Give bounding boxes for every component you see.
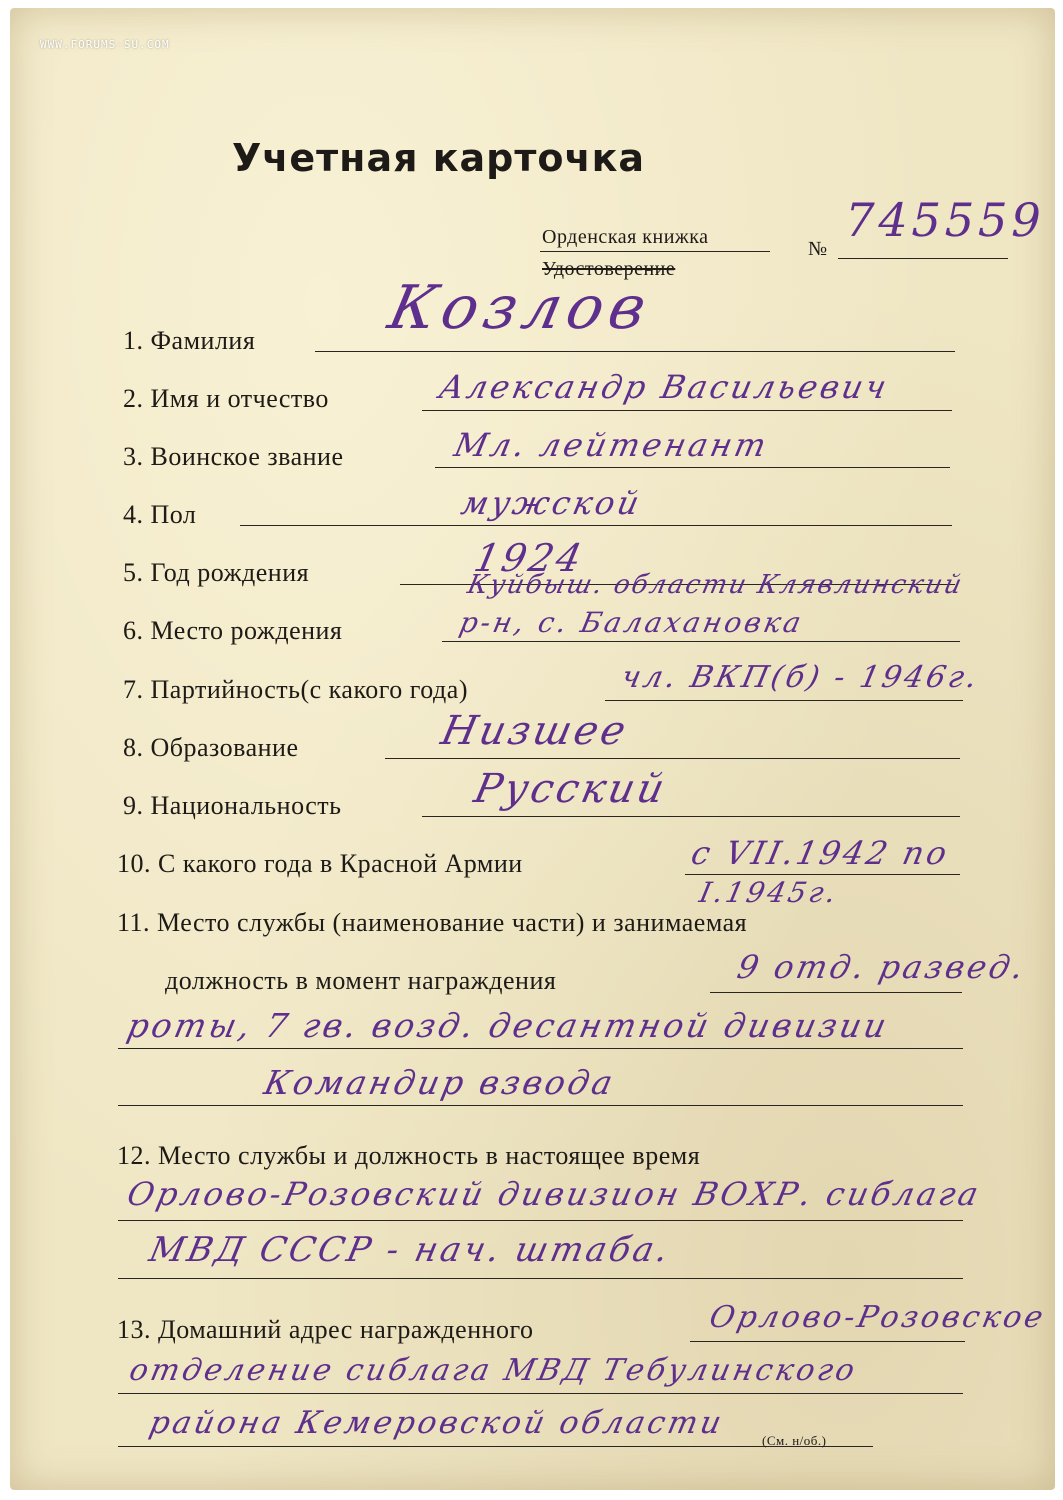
order-book-label: Орденская книжка — [542, 226, 709, 248]
field-value-address-2: отделение сиблага МВД Тебулинского — [126, 1353, 861, 1388]
field-line-party — [605, 700, 963, 701]
certificate-label: Удостоверение — [542, 258, 676, 280]
field-line-nationality — [422, 816, 960, 817]
field-value-service-role: Командир взвода — [260, 1063, 619, 1102]
field-value-service-unit: 9 отд. развед. — [733, 948, 1030, 986]
field-value-army-since-2: I.1945г. — [696, 876, 842, 909]
field-line-name — [422, 410, 952, 411]
field-line-address-2 — [118, 1393, 963, 1394]
field-label-service-place: 11. Место службы (наименование части) и занимаемая — [117, 908, 748, 937]
field-line-service-3 — [118, 1105, 963, 1106]
order-book-number: 745559 — [839, 193, 1051, 247]
field-value-surname: Козлов — [382, 273, 658, 343]
field-label-name: 2. Имя и отчество — [123, 384, 329, 413]
field-label-nationality: 9. Национальность — [123, 791, 342, 820]
field-value-current-service: Орлово-Розовский дивизион ВОХР. сиблага — [123, 1175, 985, 1213]
watermark: WWW.FORUMS-SU.COM — [40, 38, 170, 51]
field-line-current-2 — [118, 1278, 963, 1279]
field-label-birth-year: 5. Год рождения — [123, 558, 310, 587]
number-sign: № — [808, 238, 828, 260]
field-line-current-1 — [118, 1220, 963, 1221]
field-line-surname — [315, 351, 955, 352]
field-label-surname: 1. Фамилия — [123, 326, 256, 355]
field-line-birthplace — [442, 641, 960, 642]
number-line — [838, 258, 1008, 259]
field-value-name: Александр Васильевич — [435, 368, 893, 406]
field-label-current-service: 12. Место службы и должность в настоящее время — [117, 1141, 701, 1170]
footnote: (См. н/об.) — [762, 1433, 827, 1448]
field-value-party: чл. ВКП(б) - 1946г. — [618, 660, 983, 695]
field-value-birthplace-2: р-н, с. Балахановка — [456, 606, 807, 639]
field-label-home-address: 13. Домашний адрес награжденного — [117, 1315, 534, 1344]
field-line-army-since — [685, 874, 960, 875]
field-line-sex — [240, 525, 952, 526]
field-value-education: Низшее — [437, 708, 633, 754]
field-value-army-since: с VII.1942 по — [687, 834, 954, 872]
field-label-birthplace: 6. Место рождения — [123, 616, 343, 645]
field-line-service-2 — [118, 1048, 963, 1049]
field-value-address-3: района Кемеровской области — [146, 1405, 728, 1441]
field-value-rank: Мл. лейтенант — [450, 426, 773, 464]
field-line-address-3 — [118, 1446, 873, 1447]
field-value-sex: мужской — [457, 484, 646, 522]
field-line-address-1 — [690, 1341, 965, 1342]
field-value-birth-year: 1924 — [470, 536, 589, 580]
field-line-education — [385, 758, 960, 759]
field-label-party: 7. Партийность(с какого года) — [123, 675, 468, 704]
field-label-rank: 3. Воинское звание — [123, 442, 344, 471]
header-divider — [540, 251, 770, 252]
field-value-birthplace: Куйбыш. области Клявлинский — [464, 570, 967, 600]
field-label-army-since: 10. С какого года в Красной Армии — [117, 849, 523, 878]
field-value-service-division: роты, 7 гв. возд. десантной дивизии — [123, 1006, 893, 1045]
card-title: Учетная карточка — [232, 136, 645, 180]
field-value-current-position: МВД СССР - нач. штаба. — [145, 1230, 675, 1270]
field-value-address: Орлово-Розовское — [706, 1300, 1050, 1335]
field-label-education: 8. Образование — [123, 733, 299, 762]
record-card — [10, 8, 1055, 1490]
field-line-rank — [435, 467, 950, 468]
field-label-sex: 4. Пол — [123, 500, 197, 529]
field-value-nationality: Русский — [470, 766, 672, 812]
field-label-service-position: должность в момент награждения — [165, 966, 557, 995]
field-line-service-1 — [710, 992, 962, 993]
